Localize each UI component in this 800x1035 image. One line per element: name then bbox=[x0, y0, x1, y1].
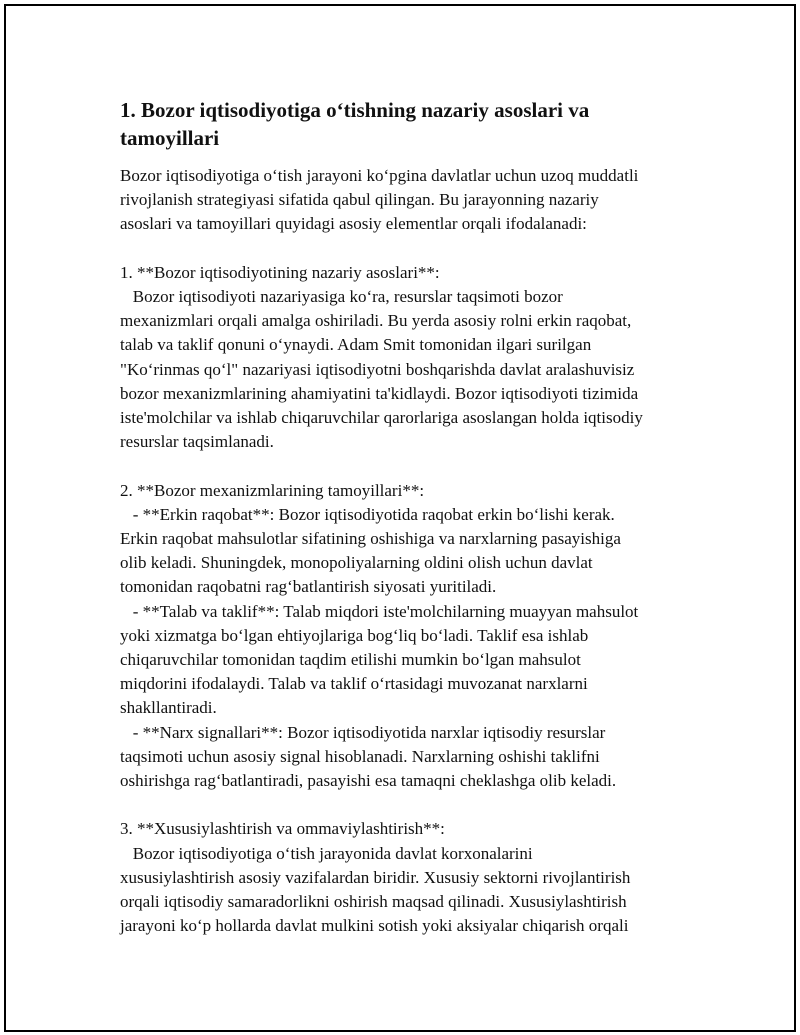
section-heading: 1. Bozor iqtisodiyotiga o‘tishning nazariy asoslari va tamoyillari bbox=[120, 98, 590, 150]
document-content bbox=[120, 96, 690, 939]
body-text: Bozor iqtisodiyotiga o‘tish jarayoni ko‘pgina davlatlar uchun uzoq muddatli rivojlanish strategiyasi sifatida qabul qilingan. Bu jarayonning nazariy asoslari va tamoyillari quyidagi asosiy elementlar orqali ifodalanadi: 1. **Bozor iqtisodiyotining nazariy asoslari**: Bozor iqtisodiyoti nazariyasiga ko‘ra, resurslar taqsimoti bozor mexanizmlari orqali amalga oshiriladi. Bu yerda asosiy rolni erkin raqobat, talab va taklif qonuni o‘ynaydi. Adam Smit tomonidan ilgari surilgan "Ko‘rinmas qo‘l" nazariyasi iqtisodiyotni boshqarishda davlat aralashuvisiz bozor mexanizmlarining ahamiyatini ta'kidlaydi. Bozor iqtisodiyoti tizimida iste'molchilar va ishlab chiqaruvchilar qarorlariga asoslangan holda iqtisodiy resurslar taqsimlanadi. 2. **Bozor mexanizmlarining tamoyillari**: - **Erkin raqobat**: Bozor iqtisodiyotida raqobat erkin bo‘lishi kerak. Erkin raqobat mahsulotlar sifatining oshishiga va narxlarning pasayishiga olib keladi. Shuningdek, monopoliyalarning oldini olish uchun davlat tomonidan raqobatni rag‘batlantirish siyosati yuritiladi. - **Talab va taklif**: Talab miqdori iste'molchilarning muayyan mahsulot yoki xizmatga bo‘lgan ehtiyojlariga bog‘liq bo‘ladi. Taklif esa ishlab chiqaruvchilar tomonidan taqdim etilishi mumkin bo‘lgan mahsulot miqdorini ifodalaydi. Talab va taklif o‘rtasidagi muvozanat narxlarni shakllantiradi. - **Narx signallari**: Bozor iqtisodiyotida narxlar iqtisodiy resurslar taqsimoti uchun asosiy signal hisoblanadi. Narxlarning oshishi taklifni oshirishga rag‘batlantiradi, pasayishi esa tamaqni cheklashga olib keladi. 3. **Xususiylashtirish va ommaviylashtirish**: Bozor iqtisodiyotiga o‘tish jarayonida davlat korxonalarini xususiylashtirish asosiy vazifalardan biridir. Xususiy sektorni rivojlantirish orqali iqtisodiy samaradorlikni oshirish maqsad qilinadi. Xususiylashtirish jarayoni ko‘p hollarda davlat mulkini sotish yoki aksiyalar chiqarish orqali bbox=[120, 166, 643, 936]
document-page bbox=[4, 4, 796, 1032]
